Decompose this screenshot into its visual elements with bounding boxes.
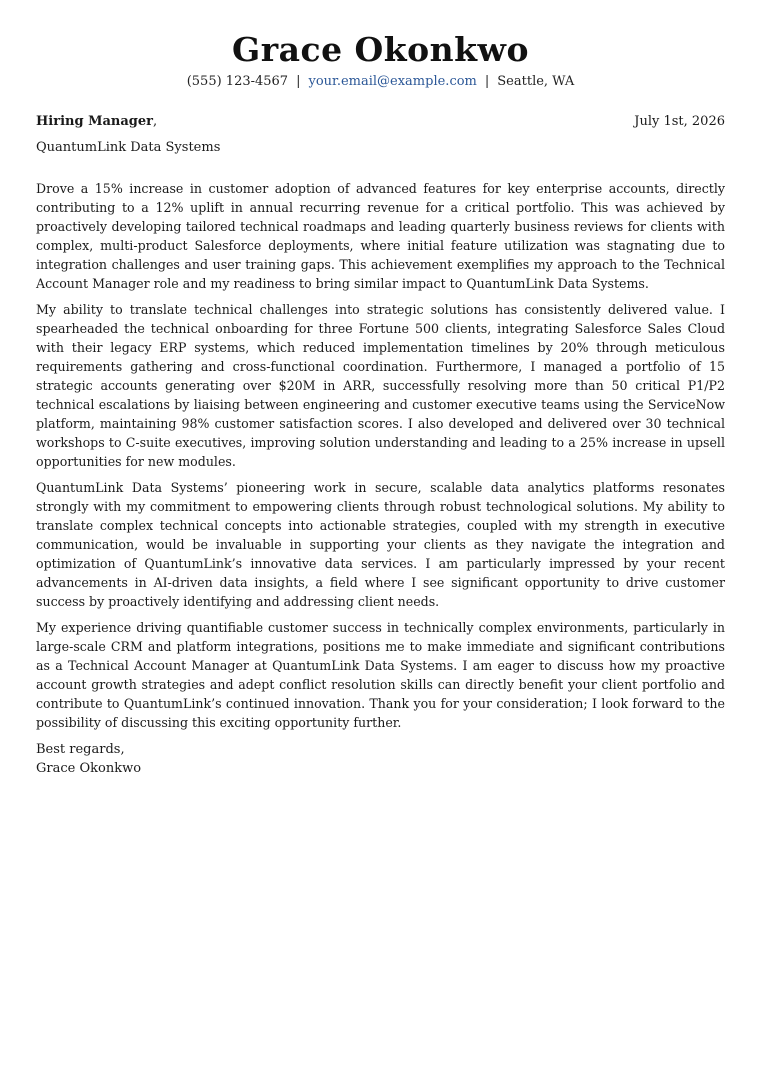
body-paragraph-1: Drove a 15% increase in customer adoption of advanced features for key enterprise accounts, directly contributing to a 12% uplift in annual recurring revenue for a critical portfolio. This was achieved by proactively developing tailored technical roadmaps and leading quarterly business reviews for clients with complex, multi-product Salesforce deployments, where initial feature utilization was stagnating due to integration challenges and user training gaps. This achievement exemplifies my approach to the Technical Account Manager role and my readiness to bring similar impact to QuantumLink Data Systems. (36, 181, 725, 291)
closing-block (36, 740, 725, 778)
closing-salutation: Best regards, (36, 742, 125, 757)
recipient-title (36, 113, 157, 131)
recipient-title-comma: , (152, 114, 158, 129)
letter-body (36, 179, 725, 732)
body-paragraph-2: My ability to translate technical challenges into strategic solutions has consistently delivered value. I spearheaded the technical onboarding for three Fortune 500 clients, integrating Salesforce Sales Cloud with their legacy ERP systems, which reduced implementation timelines by 20% through meticulous requirements gathering and cross-functional coordination. Furthermore, I managed a portfolio of 15 strategic accounts generating over $20M in ARR, successfully resolving more than 50 critical P1/P2 technical escalations by liaising between engineering and customer executive teams using the ServiceNow platform, maintaining 98% customer satisfaction scores. I also developed and delivered over 30 technical workshops to C-suite executives, improving solution understanding and leading to a 25% increase in upsell opportunities for new modules. (36, 302, 725, 469)
contact-separator: | (296, 74, 301, 89)
closing-signature: Grace Okonkwo (36, 761, 142, 776)
recipient-company: QuantumLink Data Systems (36, 140, 221, 155)
cover-letter (36, 30, 725, 778)
email-link[interactable]: your.email@example.com (308, 74, 477, 89)
contact-line (36, 73, 725, 91)
letter-date: July 1st, 2026 (634, 114, 725, 129)
applicant-name: Grace Okonkwo (232, 30, 529, 69)
recipient-title-text: Hiring Manager (36, 114, 153, 129)
phone-number: (555) 123-4567 (186, 74, 289, 89)
location: Seattle, WA (497, 74, 575, 89)
contact-separator: | (484, 74, 490, 89)
recipient-row (36, 113, 725, 131)
body-paragraph-4: My experience driving quantifiable customer success in technically complex environments, particularly in large-scale CRM and platform integrations, positions me to make immediate and significant contributions as a Technical Account Manager at QuantumLink Data Systems. I am eager to discuss how my proactive account growth strategies and adept conflict resolution skills can directly benefit your client portfolio and contribute to QuantumLink’s continued innovation. Thank you for your consideration; I look forward to the possibility of discussing this exciting opportunity further. (36, 620, 725, 730)
body-paragraph-3: QuantumLink Data Systems’ pioneering work in secure, scalable data analytics platforms resonates strongly with my commitment to empowering clients through robust technological solutions. My ability to translate complex technical concepts into actionable strategies, coupled with my strength in executive communication, would be invaluable in supporting your clients as they navigate the integration and optimization of QuantumLink’s innovative data services. I am particularly impressed by your recent advancements in AI-driven data insights, a field where I see significant opportunity to drive customer success by proactively identifying and addressing client needs. (36, 480, 725, 609)
